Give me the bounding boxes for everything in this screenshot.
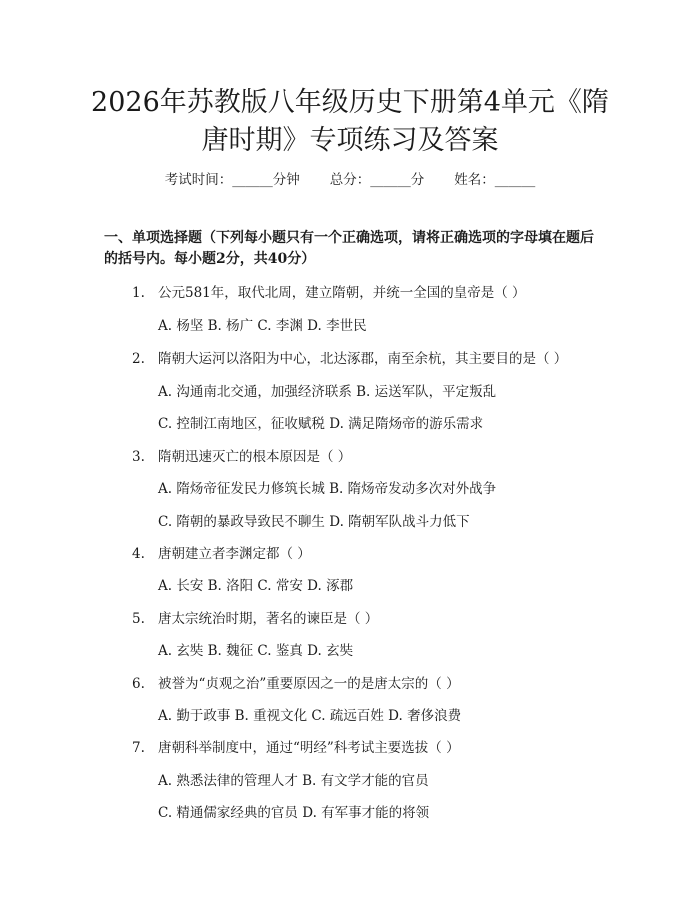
exam-score-field: 总分：______分	[329, 172, 425, 188]
page-title	[60, 84, 640, 160]
question-options: A. 熟悉法律的管理人才 B. 有文学才能的官员	[158, 773, 429, 789]
question-options: A. 长安 B. 洛阳 C. 常安 D. 涿郡	[158, 578, 354, 594]
exam-time-field: 考试时间：______分钟	[164, 172, 300, 188]
question-options: A. 勤于政事 B. 重视文化 C. 疏远百姓 D. 奢侈浪费	[158, 708, 462, 724]
section-heading: 一、单项选择题（下列每小题只有一个正确选项，请将正确选项的字母填在题后的括号内。每小题2分，共40分）	[104, 230, 594, 267]
question-options: A. 沟通南北交通，加强经济联系 B. 运送军队，平定叛乱	[158, 384, 497, 400]
question-number: 1.	[132, 285, 145, 301]
question-text: 唐太宗统治时期，著名的谏臣是（ ）	[158, 611, 379, 627]
question-options: A. 玄奘 B. 魏征 C. 鉴真 D. 玄奘	[158, 643, 354, 659]
question-text: 唐朝科举制度中，通过“明经”科考试主要选拔（ ）	[158, 740, 460, 756]
question-number: 6.	[132, 676, 145, 692]
question-number: 7.	[132, 740, 145, 756]
exam-info	[0, 168, 700, 188]
question-text: 被誉为“贞观之治”重要原因之一的是唐太宗的（ ）	[158, 676, 460, 692]
question-options: A. 隋炀帝征发民力修筑长城 B. 隋炀帝发动多次对外战争	[158, 481, 497, 497]
question-text: 隋朝迅速灭亡的根本原因是（ ）	[158, 449, 352, 465]
question-stem	[132, 672, 460, 692]
question-stem	[132, 736, 460, 756]
question-options: C. 控制江南地区，征收赋税 D. 满足隋炀帝的游乐需求	[158, 416, 484, 432]
question-number: 3.	[132, 449, 145, 465]
question-options: A. 杨坚 B. 杨广 C. 李渊 D. 李世民	[158, 318, 367, 334]
page-title-line-1: 2026年苏教版八年级历史下册第4单元《隋	[91, 87, 609, 118]
question-text: 唐朝建立者李渊定都（ ）	[158, 546, 311, 562]
question-stem	[132, 281, 526, 301]
question-stem	[132, 347, 567, 367]
question-stem	[132, 445, 351, 465]
question-options: C. 精通儒家经典的官员 D. 有军事才能的将领	[158, 805, 430, 821]
exam-name-field: 姓名：______	[454, 172, 536, 188]
question-number: 4.	[132, 546, 145, 562]
question-number: 5.	[132, 611, 145, 627]
page-title-line-2: 唐时期》专项练习及答案	[201, 125, 499, 156]
question-options: C. 隋朝的暴政导致民不聊生 D. 隋朝军队战斗力低下	[158, 514, 470, 530]
question-text: 公元581年，取代北周，建立隋朝，并统一全国的皇帝是（ ）	[158, 285, 526, 301]
question-text: 隋朝大运河以洛阳为中心，北达涿郡，南至余杭，其主要目的是（ ）	[158, 351, 568, 367]
question-stem	[132, 542, 311, 562]
question-stem	[132, 607, 378, 627]
question-number: 2.	[132, 351, 145, 367]
